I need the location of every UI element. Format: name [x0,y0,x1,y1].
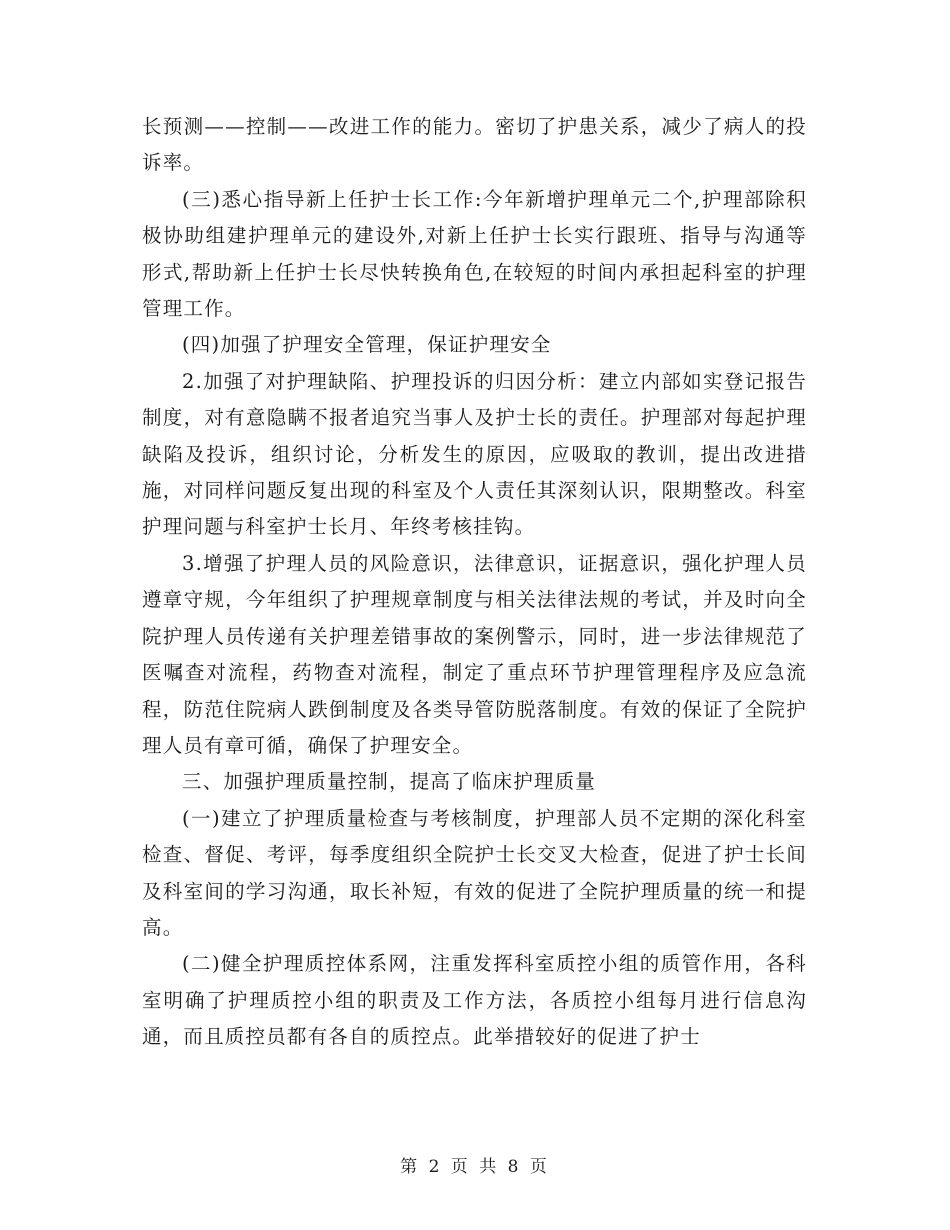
paragraph-1: 长预测——控制——改进工作的能力。密切了护患关系，减少了病人的投诉率。 [142,115,807,175]
paragraph-2: (三)悉心指导新上任护士长工作:今年新增护理单元二个,护理部除积极协助组建护理单元的建设外,对新上任护士长实行跟班、指导与沟通等形式,帮助新上任护士长尽快转换角色,在较短的时间内承担起科室的护理管理工作。 [142,187,807,321]
paragraph-5: 3.增强了护理人员的风险意识，法律意识，证据意识，强化护理人员遵章守规，今年组织了护理规章制度与相关法律法规的考试，并及时向全院护理人员传递有关护理差错事故的案例警示，同时，进一步法律规范了医嘱查对流程，药物查对流程，制定了重点环节护理管理程序及应急流程，防范住院病人跌倒制度及各类导管防脱落制度。有效的保证了全院护理人员有章可循，确保了护理安全。 [142,551,807,757]
document-body [142,109,807,1056]
paragraph-3: (四)加强了护理安全管理，保证护理安全 [182,333,552,357]
page-footer: 第 2 页 共 8 页 [400,1157,550,1177]
paragraph-7: (一)建立了护理质量检查与考核制度，护理部人员不定期的深化科室检查、督促、考评，每季度组织全院护士长交叉大检查，促进了护士长间及科室间的学习沟通，取长补短，有效的促进了全院护理质量的统一和提高。 [142,806,807,939]
paragraph-4: 2.加强了对护理缺陷、护理投诉的归因分析：建立内部如实登记报告制度，对有意隐瞒不报者追究当事人及护士长的责任。护理部对每起护理缺陷及投诉，组织讨论，分析发生的原因，应吸取的教训，提出改进措施，对同样问题反复出现的科室及个人责任其深刻认识，限期整改。科室护理问题与科室护士长月、年终考核挂钩。 [142,369,807,539]
paragraph-8: (二)健全护理质控体系网，注重发挥科室质控小组的质管作用，各科室明确了护理质控小组的职责及工作方法，各质控小组每月进行信息沟通，而且质控员都有各自的质控点。此举措较好的促进了护士 [142,952,807,1049]
paragraph-6: 三、加强护理质量控制，提高了临床护理质量 [182,770,597,794]
